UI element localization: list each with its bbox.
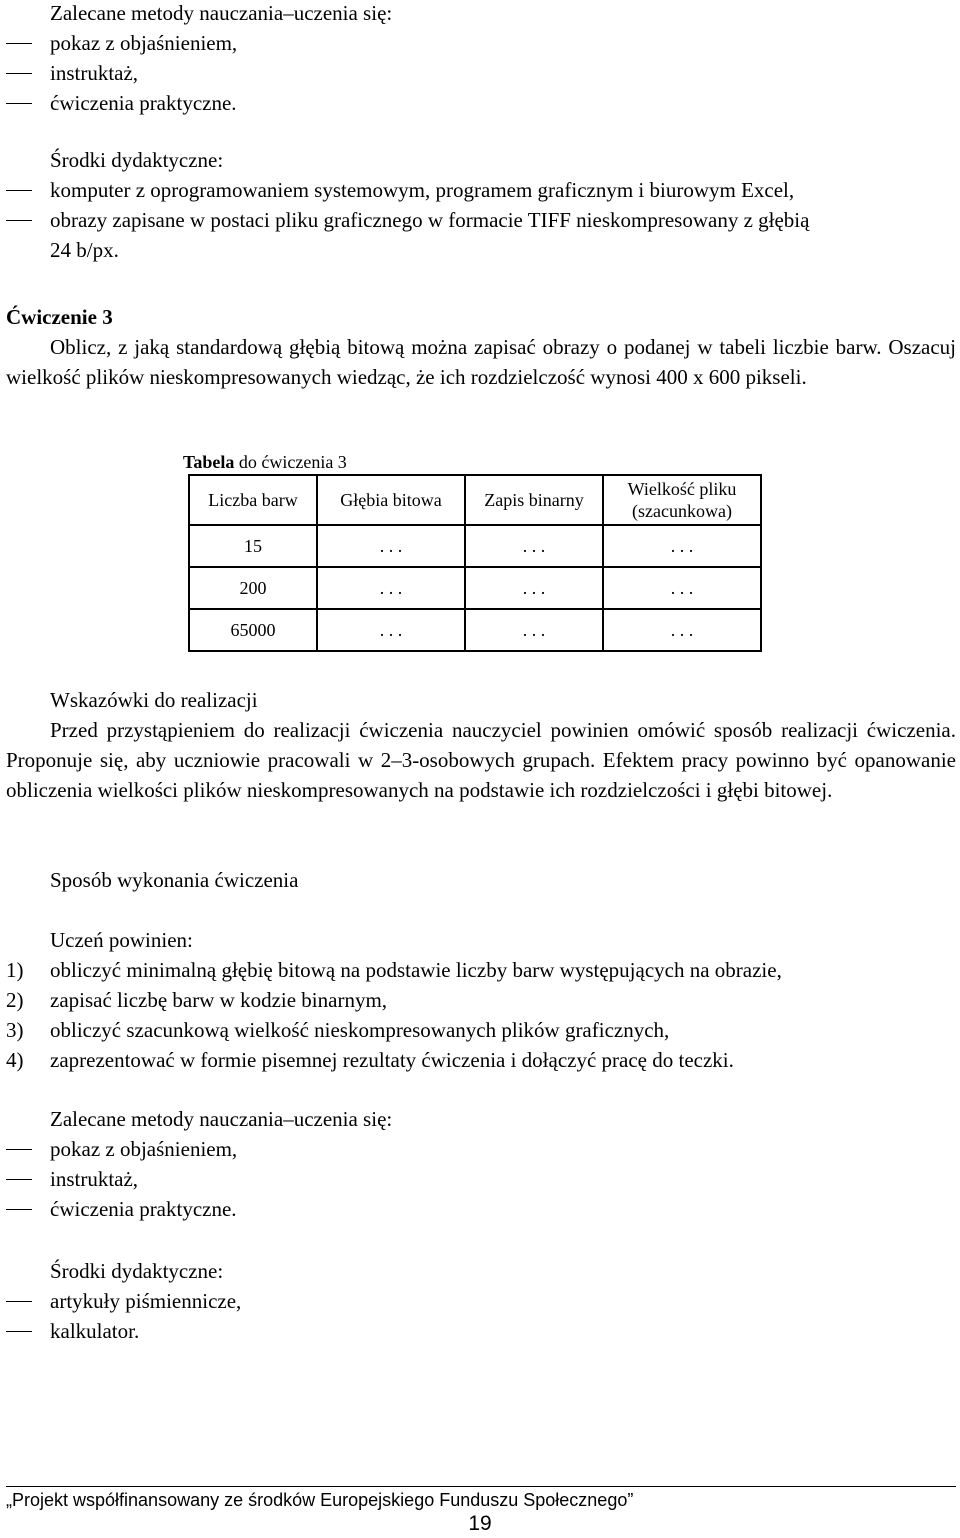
table-row <box>189 567 761 609</box>
table-cell: . . . <box>465 525 603 567</box>
dash-bullet-icon <box>6 43 32 44</box>
table-cell: 200 <box>189 567 317 609</box>
methods-list-item: ćwiczenia praktyczne. <box>6 88 956 118</box>
list-item: 3) obliczyć szacunkową wielkość nieskompresowanych plików graficznych, <box>6 1018 670 1042</box>
table-cell: . . . <box>465 567 603 609</box>
method-steps <box>6 925 956 1075</box>
dash-bullet-icon <box>6 1179 32 1180</box>
table-header-cell: Głębia bitowa <box>317 475 465 525</box>
table-cell: 15 <box>189 525 317 567</box>
dash-bullet-icon <box>6 1209 32 1210</box>
aids-list-item: kalkulator. <box>6 1316 956 1346</box>
methods-list-item: instruktaż, <box>6 1164 956 1194</box>
table-header-cell: Zapis binarny <box>465 475 603 525</box>
aids-list-continuation: 24 b/px. <box>50 238 119 262</box>
aids-heading: Środki dydaktyczne: <box>50 148 224 172</box>
dash-bullet-icon <box>6 73 32 74</box>
page-number: 19 <box>468 1512 492 1535</box>
list-item: 1) obliczyć minimalną głębię bitową na podstawie liczby barw występujących na obrazie, <box>6 958 782 982</box>
table-cell: . . . <box>317 525 465 567</box>
methods-section-bottom <box>6 1104 956 1224</box>
aids-section-bottom <box>6 1256 956 1346</box>
methods-list-item: pokaz z objaśnieniem, <box>6 1134 956 1164</box>
aids-section-top <box>6 145 956 265</box>
table-cell: . . . <box>603 567 761 609</box>
table-caption: Tabela do ćwiczenia 3 <box>183 452 347 472</box>
table-cell: . . . <box>317 567 465 609</box>
exercise-title: Ćwiczenie 3 <box>6 305 113 329</box>
dash-bullet-icon <box>6 1331 32 1332</box>
table-header-cell: Liczba barw <box>189 475 317 525</box>
methods-heading: Zalecane metody nauczania–uczenia się: <box>50 1 393 25</box>
footer-divider <box>6 1486 956 1487</box>
table-header-row <box>189 475 761 525</box>
aids-list-item: artykuły piśmiennicze, <box>6 1286 956 1316</box>
exercise-text: Oblicz, z jaką standardową głębią bitową można zapisać obrazy o podanej w tabeli liczbie barw. Oszacuj wielkość plików nieskompresowanych wiedząc, że ich rozdzielczość wynosi 400 x 600 pikseli. <box>6 335 956 389</box>
methods-heading: Zalecane metody nauczania–uczenia się: <box>50 1107 393 1131</box>
dash-bullet-icon <box>6 220 32 221</box>
table-cell: . . . <box>603 609 761 651</box>
aids-heading: Środki dydaktyczne: <box>50 1259 224 1283</box>
table-row <box>189 609 761 651</box>
table-cell: 65000 <box>189 609 317 651</box>
footer-text: „Projekt współfinansowany ze środków Europejskiego Funduszu Społecznego” <box>6 1490 634 1510</box>
method-heading: Sposób wykonania ćwiczenia <box>50 868 299 892</box>
dash-bullet-icon <box>6 190 32 191</box>
exercise-table <box>188 474 762 652</box>
list-item: 2) zapisać liczbę barw w kodzie binarnym, <box>6 988 388 1012</box>
list-item: 4) zaprezentować w formie pisemnej rezultaty ćwiczenia i dołączyć pracę do teczki. <box>6 1048 734 1072</box>
hints-heading: Wskazówki do realizacji <box>50 688 258 712</box>
aids-list-item: komputer z oprogramowaniem systemowym, programem graficznym i biurowym Excel, <box>6 175 956 205</box>
table-cell: . . . <box>465 609 603 651</box>
methods-list-item: instruktaż, <box>6 58 956 88</box>
aids-list-item: obrazy zapisane w postaci pliku graficznego w formacie TIFF nieskompresowany z głębią <box>6 205 956 235</box>
methods-list-item: ćwiczenia praktyczne. <box>6 1194 956 1224</box>
hints-text: Przed przystąpieniem do realizacji ćwiczenia nauczyciel powinien omówić sposób realizacji ćwiczenia. Proponuje się, aby uczniowie pracowali w 2–3-osobowych grupach. Efektem pracy powinno być opanowanie obliczenia wielkości plików nieskompresowanych na podstawie ich rozdzielczości i głębi bitowej. <box>6 718 956 802</box>
dash-bullet-icon <box>6 103 32 104</box>
table-cell: . . . <box>317 609 465 651</box>
methods-list-item: pokaz z objaśnieniem, <box>6 28 956 58</box>
table-row <box>189 525 761 567</box>
methods-section-top <box>6 0 956 118</box>
dash-bullet-icon <box>6 1301 32 1302</box>
method-intro: Uczeń powinien: <box>50 928 193 952</box>
table-header-cell: Wielkość pliku (szacunkowa) <box>603 475 761 525</box>
table-cell: . . . <box>603 525 761 567</box>
dash-bullet-icon <box>6 1149 32 1150</box>
